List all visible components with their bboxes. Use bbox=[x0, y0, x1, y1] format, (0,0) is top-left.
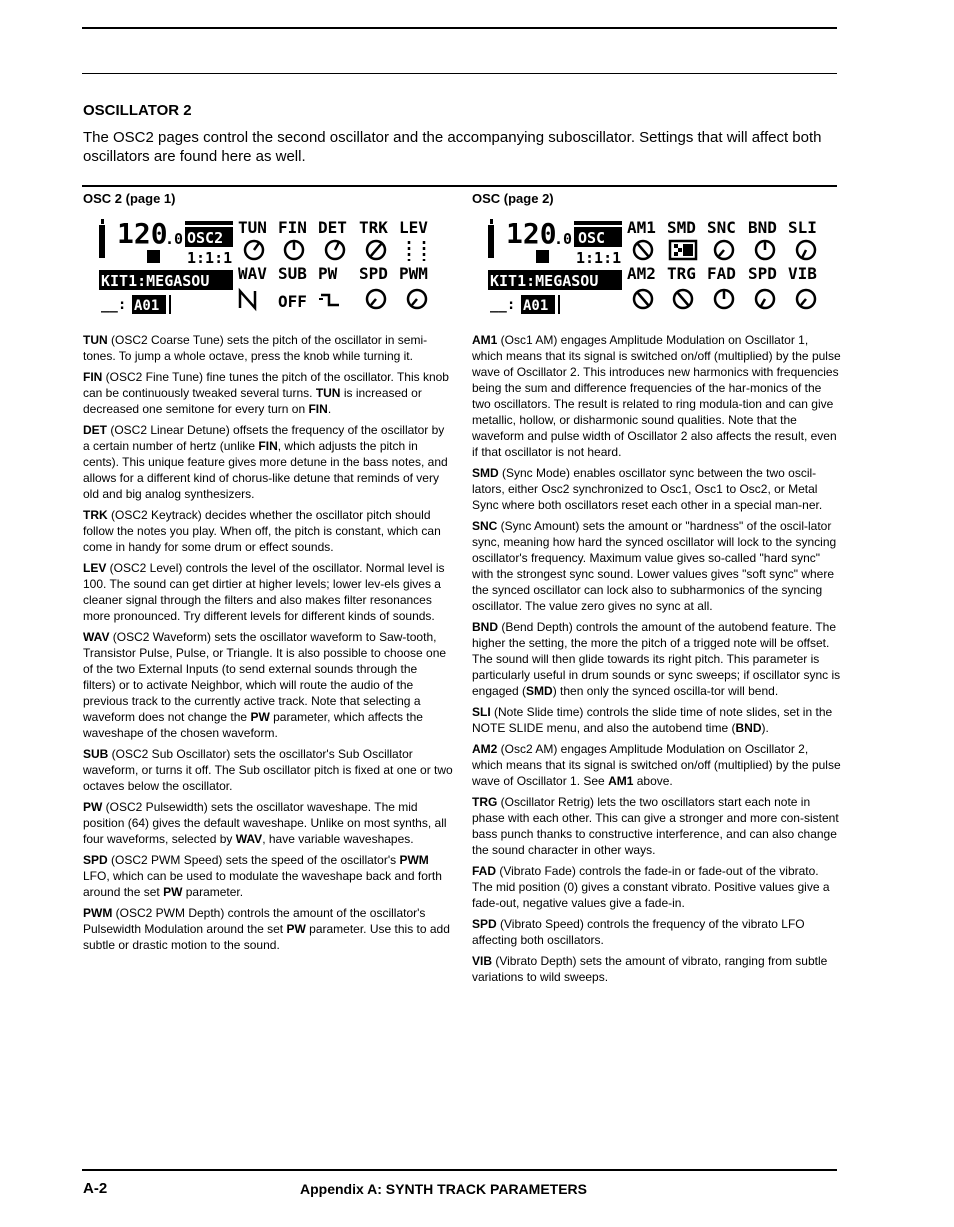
sawtooth-wave-icon bbox=[240, 291, 255, 308]
page-number: A-2 bbox=[83, 1180, 108, 1197]
param-reference: FIN bbox=[308, 402, 328, 416]
param-term: FAD bbox=[472, 864, 496, 878]
param-term: TUN bbox=[83, 333, 108, 347]
param-reference: PW bbox=[163, 885, 183, 899]
vib-knob-icon bbox=[797, 290, 815, 308]
description-text: (Vibrato Depth) sets the amount of vibrato, ranging from subtle variations to wild sweeps. bbox=[472, 954, 828, 984]
kit-name: KIT1:MEGASOU bbox=[490, 272, 599, 290]
param-reference: PWM bbox=[399, 853, 429, 867]
description-text: , have variable waveshapes. bbox=[262, 832, 414, 846]
param-description-am1 bbox=[472, 332, 842, 460]
pwm-knob-icon bbox=[408, 290, 426, 308]
lev-meter-icon bbox=[409, 241, 424, 261]
pattern-position: 1:1:1 bbox=[576, 249, 622, 267]
param-reference: BND bbox=[735, 721, 762, 735]
param-term: VIB bbox=[472, 954, 493, 968]
param-description-vib bbox=[472, 953, 842, 985]
fin-knob-icon bbox=[285, 241, 303, 259]
param-fad: FAD bbox=[707, 264, 736, 283]
description-text: (Bend Depth) controls the amount of the autobend feature. The higher the setting, the more the pitch of a trigged note will be offset. The sound will then glide towards its right pitch. This parameter is particularly useful in drum sounds or sync sweeps; if oscillator sync is engaged ( bbox=[472, 620, 841, 698]
spd-knob-icon bbox=[367, 290, 385, 308]
osc-page2-lcd bbox=[486, 213, 824, 318]
pattern-position: 1:1:1 bbox=[187, 249, 233, 267]
description-text: (OSC2 Linear Detune) offsets the frequency of the oscillator by a certain number of hertz (unlike bbox=[83, 423, 445, 453]
am2-knob-icon bbox=[634, 290, 652, 308]
track-dash: __: bbox=[101, 297, 127, 313]
param-description-sli bbox=[472, 704, 842, 736]
am1-knob-icon bbox=[634, 241, 652, 259]
param-description-sub bbox=[83, 746, 453, 794]
description-text: above. bbox=[633, 774, 673, 788]
param-lev: LEV bbox=[399, 218, 428, 237]
description-text: parameter. bbox=[182, 885, 244, 899]
description-text: (OSC2 Level) controls the level of the oscillator. Normal level is 100. The sound can get dirtier at higher levels; lower lev-els gives a cleaner signal through the filters and also makes filter resonances more pronounced. Try different levels for different kinds of sounds. bbox=[83, 561, 445, 623]
param-term: PW bbox=[83, 800, 103, 814]
sync-mode-icon bbox=[670, 241, 696, 259]
param-am2: AM2 bbox=[627, 264, 656, 283]
tempo-value: 120 bbox=[117, 217, 168, 250]
description-text: , which adjusts the pitch in cents). This unique feature gives more detune in the bass notes, and allows for a different kind of chorus-like detune that reminds of very old and big analog synthesizers. bbox=[83, 439, 448, 501]
param-term: LEV bbox=[83, 561, 107, 575]
param-trg: TRG bbox=[667, 264, 696, 283]
param-term: FIN bbox=[83, 370, 103, 384]
param-term: SMD bbox=[472, 466, 499, 480]
param-bnd: BND bbox=[748, 218, 777, 237]
tun-knob-icon bbox=[245, 241, 263, 259]
description-text: (OSC2 Coarse Tune) sets the pitch of the oscillator in semi-tones. To jump a whole octave, press the knob while turning it. bbox=[83, 333, 428, 363]
trg-knob-icon bbox=[674, 290, 692, 308]
param-description-trk bbox=[83, 507, 453, 555]
track-dash: __: bbox=[490, 297, 516, 313]
pattern-name: A01 bbox=[523, 298, 549, 314]
det-knob-icon bbox=[326, 241, 344, 259]
footer-title: Appendix A: SYNTH TRACK PARAMETERS bbox=[300, 1181, 587, 1197]
play-square bbox=[536, 250, 549, 263]
tempo-decimal: .0 bbox=[554, 230, 573, 248]
description-text: (OSC2 Keytrack) decides whether the oscillator pitch should follow the notes you play. When off, the pitch is constant, which can come in handy for some drum or effect sounds. bbox=[83, 508, 441, 554]
description-text: (Osc1 AM) engages Amplitude Modulation on Oscillator 1, which means that its signal is switched on/off (multiplied) by the pulse wave of Oscillator 2. This introduces new harmonics with frequencies being the sum and difference frequencies of the har-monics of the two oscillators. The result is related to ring modula-tion and can give metallic, hollow, or disharmonic sound qualities. Note that the waveform and pulse width of Oscillator 2 also affects the result, even if that oscillator is not heard. bbox=[472, 333, 841, 459]
description-text: (Oscillator Retrig) lets the two oscillators start each note in phase with each other. This can give a stronger and more con-sistent bass punch thanks to constructive interference, and can also change the sound character in other ways. bbox=[472, 795, 839, 857]
param-vib: VIB bbox=[788, 264, 817, 283]
param-description-smd bbox=[472, 465, 842, 513]
param-term: BND bbox=[472, 620, 498, 634]
param-reference: FIN bbox=[258, 439, 278, 453]
top-rule bbox=[82, 27, 837, 29]
trk-knob-icon bbox=[367, 241, 385, 259]
param-term: SUB bbox=[83, 747, 109, 761]
description-text: ). bbox=[761, 721, 769, 735]
param-wav: WAV bbox=[238, 264, 267, 283]
param-description-lev bbox=[83, 560, 453, 624]
param-description-pw bbox=[83, 799, 453, 847]
columns-rule bbox=[82, 185, 837, 187]
param-description-spd bbox=[472, 916, 842, 948]
param-term: SNC bbox=[472, 519, 498, 533]
description-text: (Sync Amount) sets the amount or "hardness" of the oscil-lator sync, meaning how hard the synced oscillator will lock to the syncing oscillator's frequency. Maximum value gives so-called "hard sync" with the strongest sync sound. Lower values gives "soft sync" where the synced oscillator can lock also to subharmonics of the syncing oscillator. The value zero gives no sync at all. bbox=[472, 519, 837, 613]
param-am1: AM1 bbox=[627, 218, 656, 237]
param-term: DET bbox=[83, 423, 107, 437]
description-text: parameter. Use this to add subtle or drastic motion to the sound. bbox=[83, 922, 450, 952]
tempo-decimal: .0 bbox=[165, 230, 184, 248]
param-description-fin bbox=[83, 369, 453, 417]
param-description-det bbox=[83, 422, 453, 502]
page-label: OSC2 bbox=[187, 229, 224, 247]
param-reference: PW bbox=[250, 710, 270, 724]
description-text: (OSC2 PWM Depth) controls the amount of the oscillator's Pulsewidth Modulation around the set bbox=[83, 906, 426, 936]
osc-page2-heading: OSC (page 2) bbox=[472, 191, 554, 206]
param-description-pwm bbox=[83, 905, 453, 953]
param-description-fad bbox=[472, 863, 842, 911]
param-description-snc bbox=[472, 518, 842, 614]
description-text: (Vibrato Speed) controls the frequency of the vibrato LFO affecting both oscillators. bbox=[472, 917, 805, 947]
description-text: (OSC2 Waveform) sets the oscillator waveform to Saw-tooth, Transistor Pulse, Pulse, or Triangle. It is also possible to choose one of the two External Inputs (to send external sounds through the filters) or to activate Neighbor, which will route the audio of the previous track to the currently active track. Note that selecting a waveform does not change the bbox=[83, 630, 447, 724]
osc-page2-descriptions bbox=[472, 332, 842, 990]
section-title: OSCILLATOR 2 bbox=[83, 102, 192, 119]
param-term: SLI bbox=[472, 705, 491, 719]
level-meter bbox=[488, 225, 494, 258]
param-description-trg bbox=[472, 794, 842, 858]
osc2-page1-heading: OSC 2 (page 1) bbox=[83, 191, 176, 206]
param-term: SPD bbox=[83, 853, 108, 867]
description-text: (OSC2 Sub Oscillator) sets the oscillator's Sub Oscillator waveform, or turns it off. The Sub oscillator pitch is fixed at one or two octaves below the oscillator. bbox=[83, 747, 453, 793]
param-term: SPD bbox=[472, 917, 497, 931]
param-description-tun bbox=[83, 332, 453, 364]
level-meter bbox=[99, 225, 105, 258]
param-reference: PW bbox=[286, 922, 306, 936]
param-trk: TRK bbox=[359, 218, 388, 237]
section-rule bbox=[82, 73, 837, 74]
param-reference: AM1 bbox=[608, 774, 634, 788]
description-text: LFO, which can be used to modulate the waveshape back and forth around the set bbox=[83, 869, 442, 899]
description-text: (OSC2 Pulsewidth) sets the oscillator waveshape. The mid position (64) gives the default waveshape. Unlike on most synths, all four waveforms, selected by bbox=[83, 800, 447, 846]
param-reference: TUN bbox=[315, 386, 341, 400]
param-reference: WAV bbox=[235, 832, 263, 846]
param-term: PWM bbox=[83, 906, 113, 920]
osc2-page1-lcd bbox=[97, 213, 435, 318]
description-text: is increased or decreased one semitone for every turn on bbox=[83, 386, 422, 416]
param-snc: SNC bbox=[707, 218, 736, 237]
pattern-name: A01 bbox=[134, 298, 160, 314]
param-reference: SMD bbox=[526, 684, 553, 698]
description-text: ) then only the synced oscilla-tor will bend. bbox=[552, 684, 779, 698]
description-text: (OSC2 PWM Speed) sets the speed of the oscillator's bbox=[107, 853, 400, 867]
param-spd: SPD bbox=[748, 264, 777, 283]
param-pwm: PWM bbox=[399, 264, 428, 283]
footer-rule bbox=[82, 1169, 837, 1171]
page-label: OSC bbox=[578, 229, 606, 247]
param-description-am2 bbox=[472, 741, 842, 789]
param-term: WAV bbox=[83, 630, 110, 644]
param-description-spd bbox=[83, 852, 453, 900]
intro-paragraph: The OSC2 pages control the second oscillator and the accompanying suboscillator. Settings that will affect both oscillators are found here as well. bbox=[83, 129, 822, 165]
param-sli: SLI bbox=[788, 218, 817, 237]
osc2-page1-descriptions bbox=[83, 332, 453, 958]
sub-value: OFF bbox=[278, 292, 307, 311]
param-term: AM1 bbox=[472, 333, 498, 347]
param-tun: TUN bbox=[238, 218, 267, 237]
play-square bbox=[147, 250, 160, 263]
fad-knob-icon bbox=[715, 290, 733, 308]
param-term: TRG bbox=[472, 795, 498, 809]
param-sub: SUB bbox=[278, 264, 307, 283]
osc2-page1-screen bbox=[97, 213, 435, 318]
param-description-bnd bbox=[472, 619, 842, 699]
description-text: parameter, which affects the waveshape of the chosen waveform. bbox=[83, 710, 423, 740]
description-text: (Vibrato Fade) controls the fade-in or fade-out of the vibrato. The mid position (0) gives a constant vibrato. Positive values give a fade-out, negative values give a fade-in. bbox=[472, 864, 830, 910]
spd-knob-icon bbox=[756, 290, 774, 308]
param-smd: SMD bbox=[667, 218, 696, 237]
param-pw: PW bbox=[318, 264, 338, 283]
param-det: DET bbox=[318, 218, 347, 237]
description-text: (OSC2 Fine Tune) fine tunes the pitch of the oscillator. This knob can be continuously tweaked several turns. bbox=[83, 370, 449, 400]
bnd-knob-icon bbox=[756, 241, 774, 259]
description-text: (Osc2 AM) engages Amplitude Modulation on Oscillator 2, which means that its signal is switched on/off (multiplied) by the pulse wave of Oscillator 1. See bbox=[472, 742, 841, 788]
param-term: AM2 bbox=[472, 742, 498, 756]
description-text: (Sync Mode) enables oscillator sync between the two oscil-lators, either Osc2 synchronized to Osc1, Osc1 to Osc2, or Metal Sync where both oscillators reset each other in a special man-ner. bbox=[472, 466, 823, 512]
pulse-wave-icon bbox=[319, 295, 339, 305]
description-text: . bbox=[327, 402, 332, 416]
snc-knob-icon bbox=[715, 241, 733, 259]
osc-page2-screen bbox=[486, 213, 824, 318]
sli-knob-icon bbox=[797, 241, 815, 259]
param-fin: FIN bbox=[278, 218, 307, 237]
param-term: TRK bbox=[83, 508, 108, 522]
tempo-value: 120 bbox=[506, 217, 557, 250]
param-spd: SPD bbox=[359, 264, 388, 283]
description-text: (Note Slide time) controls the slide time of note slides, set in the NOTE SLIDE menu, and also the autobend time ( bbox=[472, 705, 833, 735]
kit-name: KIT1:MEGASOU bbox=[101, 272, 210, 290]
param-description-wav bbox=[83, 629, 453, 741]
